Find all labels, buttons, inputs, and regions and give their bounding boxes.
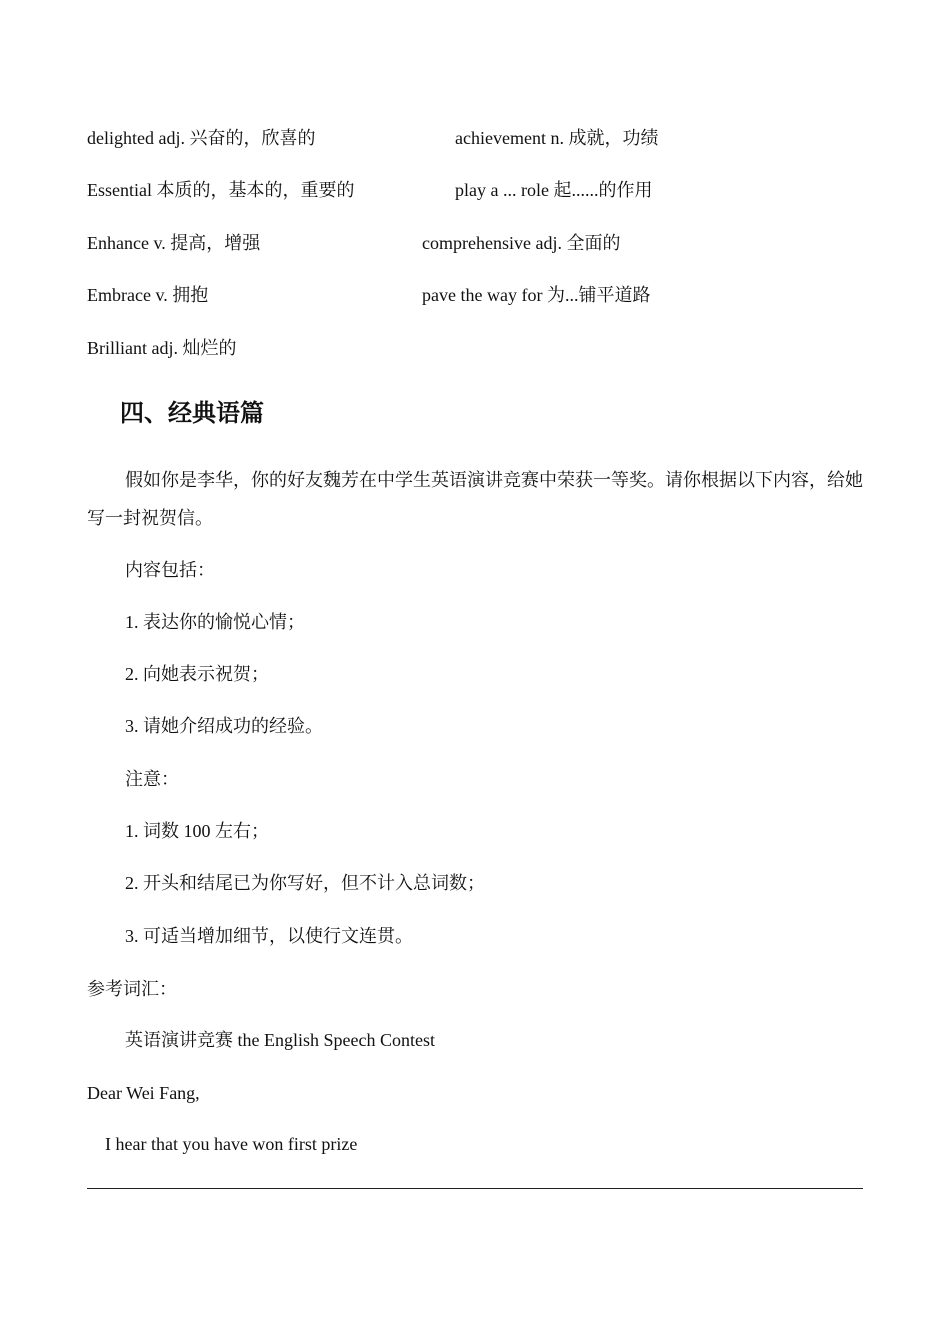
notes-title: 注意： [125,769,179,789]
vocab-left-1: delighted adj. 兴奋的，欣喜的 [87,128,316,148]
reference-item: 英语演讲竞赛 the English Speech Contest [125,1030,435,1050]
content-item-3: 3. 请她介绍成功的经验。 [125,716,323,736]
letter-greeting: Dear Wei Fang, [87,1083,200,1103]
prompt-paragraph: 假如你是李华，你的好友魏芳在中学生英语演讲竞赛中荣获一等奖。请你根据以下内容，给她写一封祝贺信。 [87,470,863,528]
vocab-left-4: Embrace v. 拥抱 [87,285,209,305]
notes-item-2: 2. 开头和结尾已为你写好，但不计入总词数； [125,873,485,893]
vocab-right-4: pave the way for 为...铺平道路 [422,285,651,305]
vocab-right-3: comprehensive adj. 全面的 [422,233,621,253]
vocab-left-3: Enhance v. 提高，增强 [87,233,261,253]
vocab-right-2: play a ... role 起......的作用 [455,180,653,200]
reference-title: 参考词汇： [87,979,177,999]
section-heading: 四、经典语篇 [120,399,264,427]
content-item-1: 1. 表达你的愉悦心情； [125,612,305,632]
content-title: 内容包括： [125,560,215,580]
vocab-left-5: Brilliant adj. 灿烂的 [87,338,237,358]
notes-item-3: 3. 可适当增加细节，以使行文连贯。 [125,926,413,946]
content-item-2: 2. 向她表示祝贺； [125,664,269,684]
letter-opening: I hear that you have won first prize [105,1134,358,1154]
writing-line [87,1188,863,1189]
vocab-left-2: Essential 本质的，基本的，重要的 [87,180,355,200]
notes-item-1: 1. 词数 100 左右； [125,821,269,841]
vocab-right-1: achievement n. 成就，功绩 [455,128,659,148]
